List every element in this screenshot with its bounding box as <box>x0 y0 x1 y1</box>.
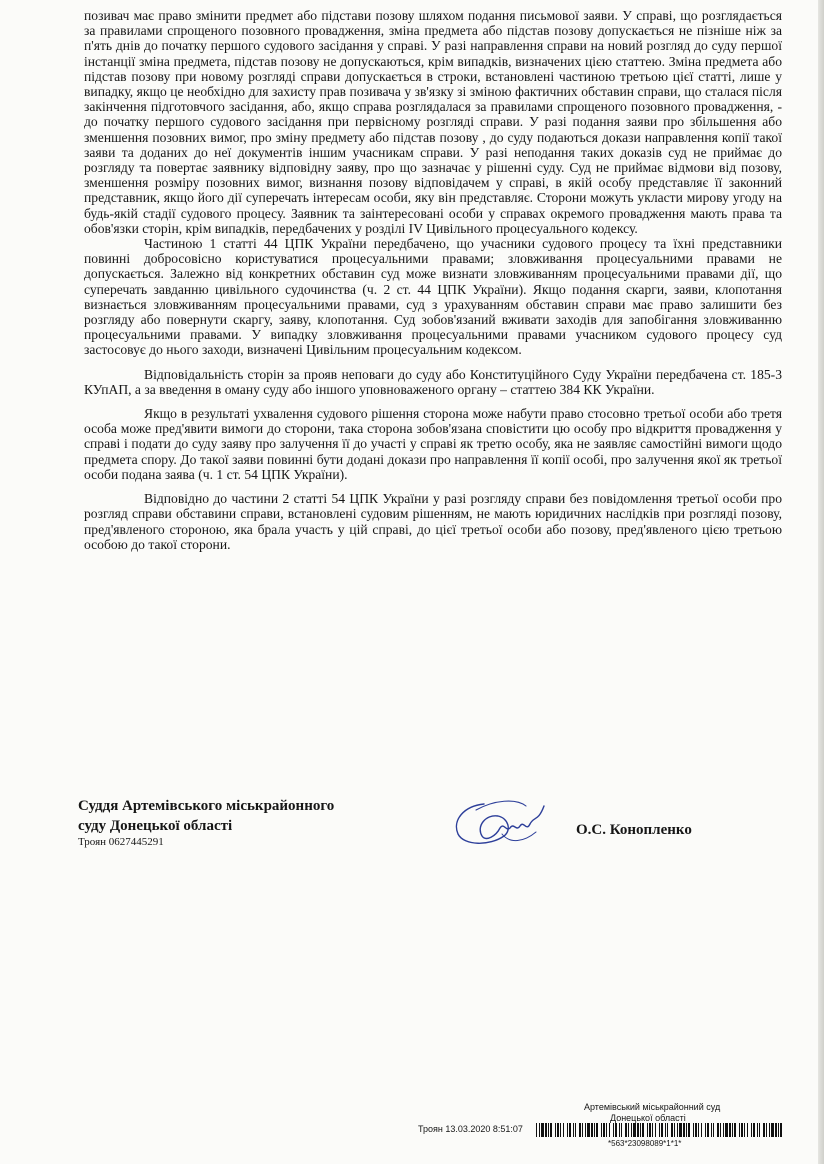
document-body <box>84 8 782 552</box>
stamp-user-time: Троян 13.03.2020 8:51:07 <box>418 1124 523 1134</box>
judge-name: О.С. Конопленко <box>576 822 692 838</box>
paragraph-1: позивач має право змінити предмет або підстави позову шляхом подання письмової заяви. У справі, що розглядається за правилами спрощеного позовного провадження, зміна предмета або підстав позову допускається не пізніше ніж за п'ять днів до початку першого судового засідання у справі. У разі направлення справи на новий розгляд до суду першої інстанції зміна предмета, підстав позову не допускаються, крім випадків, визначених цією статтею. Зміна предмета або підстав позову при новому розгляді справи допускається в строки, встановлені частиною третьою цієї статті, лише у випадку, якщо це необхідно для захисту прав позивача у зв'язку зі зміною фактичних обставин справи, що сталася після закінчення підготовчого засідання, або, якщо справа розглядалася за правилами спрощеного позовного провадження, - до початку першого судового засідання при первісному розгляді справи. У разі подання заяви про збільшення або зменшення позовних вимог, про зміну предмету або підстав позову , до суду подаються докази направлення копії такої заяви та доданих до неї документів іншим учасникам справи. У разі неподання таких доказів суд не приймає до розгляду та повертає заявнику відповідну заяву, про що зазначає у рішенні суду. Суд не приймає відмови від позову, зменшення розміру позовних вимог, визнання позову відповідачем у справі, в якій особу представляє її законний представник, якщо його дії суперечать інтересам особи, яку він представляє. Сторони можуть укласти мирову угоду на будь-якій стадії судового процесу. Заявник та заінтересовані особи у справах окремого провадження мають права та обов'язки сторін, крім випадків, передбачених у розділі IV Цивільного процесуального кодексу. <box>84 8 782 236</box>
page-edge <box>818 0 824 1164</box>
handwritten-signature <box>446 792 556 852</box>
paragraph-4: Якщо в результаті ухвалення судового рішення сторона може набути право стосовно третьої особи або третя особа може пред'явити вимоги до сторони, така сторона зобов'язана сповістити цю особу про відкриття провадження у справі і подати до суду заяву про залучення її до участі у справі як третю особу, яка не заявляє самостійні вимоги щодо предмета спору. До такої заяви повинні бути додані докази про направлення її копії особі, про залучення якої як третьої особи подана заява (ч. 1 ст. 54 ЦПК України). <box>84 406 782 482</box>
paragraph-5: Відповідно до частини 2 статті 54 ЦПК України у разі розгляду справи без повідомлення третьої особи про розгляд справи обставини справи, встановлені судовим рішенням, не мають юридичних наслідків при розгляді позову, пред'явленого стороною, яка брала участь у цій справі, до цієї третьої особи або позову, пред'явленого цією третьою особою до такої сторони. <box>84 491 782 552</box>
clerk-phone: Троян 0627445291 <box>78 836 164 848</box>
paragraph-3: Відповідальність сторін за прояв неповаги до суду або Конституційного Суду України передбачена ст. 185-3 КУпАП, а за введення в оману суду або іншого уповноваженого органу – статтею 384 КК України. <box>84 366 782 397</box>
judge-title-block <box>78 796 334 849</box>
barcode-number: *563*23098089*1*1* <box>608 1139 682 1148</box>
judge-title-line-1: Суддя Артемівського міськрайонного <box>78 798 335 814</box>
paragraph-2: Частиною 1 статті 44 ЦПК України передбачено, що учасники судового процесу та їхні представники повинні добросовісно користуватися процесуальними правами; зловживання процесуальними правами не допускається. Залежно від конкретних обставин суд може визнати зловживанням процесуальними правами дії, що суперечать завданню цивільного судочинства (ч. 2 ст. 44 ЦПК України). Якщо подання скарги, заяви, клопотання визнається зловживанням процесуальними правами, суд з урахуванням обставин справи має право залишити без розгляду або повернути скаргу, заяву, клопотання. Суд зобов'язаний вживати заходів для запобігання зловживанню процесуальними правами. У випадку зловживання процесуальними правами учасником судового процесу суд застосовує до нього заходи, визначені Цивільним процесуальним кодексом. <box>84 236 782 358</box>
judge-title-line-2: суду Донецької області <box>78 818 233 834</box>
stamp-court-name: Артемівський міськрайонний суд <box>584 1102 721 1112</box>
barcode <box>536 1123 784 1137</box>
stamp-region: Донецької області <box>610 1113 686 1123</box>
